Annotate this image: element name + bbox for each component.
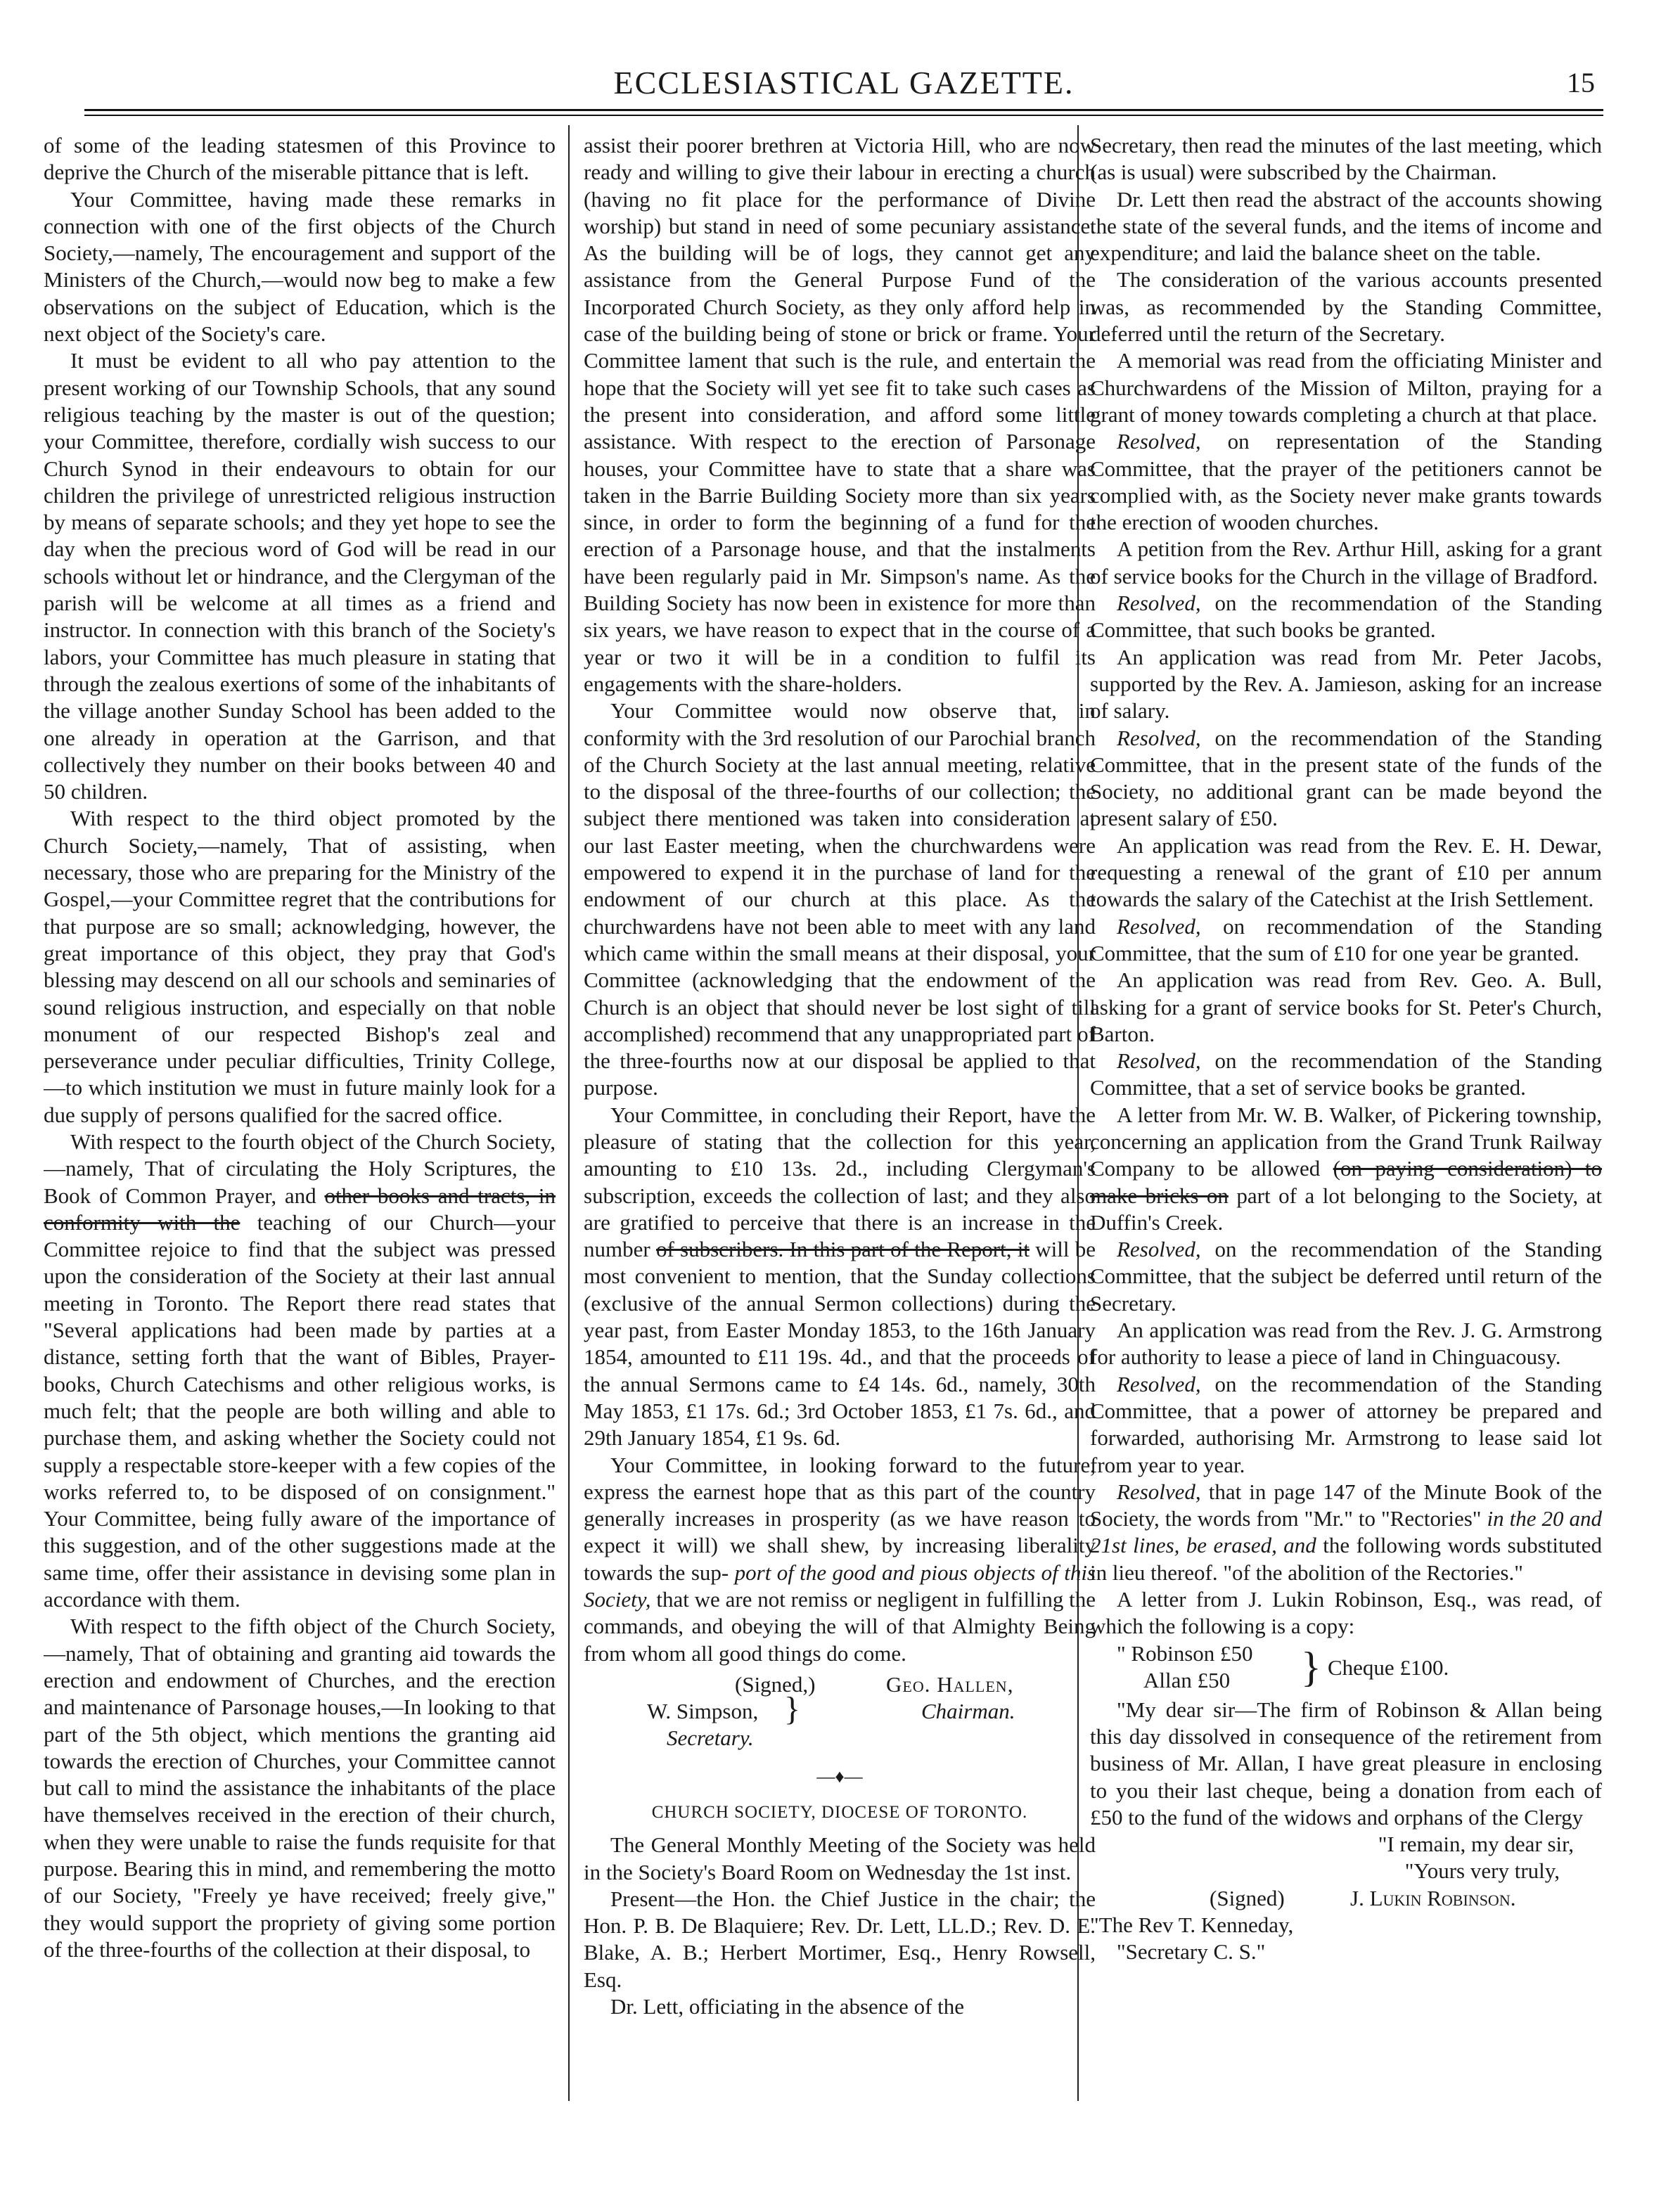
publication-title: ECCLESIASTICAL GAZETTE. <box>613 65 1075 101</box>
paragraph: An application was read from the Rev. E. H. Dewar, requesting a renewal of the grant of £10 per annum towards the salary of the Catechist at the Irish Settlement. <box>1090 833 1602 912</box>
text-run: on the recommendation of the Standing Committee, that a set of service books be granted. <box>1090 1048 1602 1100</box>
text-run: that in page 147 of the Minute Book of the Society, the words from "Mr." to "Rectories" <box>1090 1479 1602 1531</box>
paragraph: A petition from the Rev. Arthur Hill, asking for a grant of service books for the Church in the village of Bradford. <box>1090 536 1602 589</box>
brace-icon: } <box>1301 1643 1321 1690</box>
resolved-label: Resolved, <box>1117 591 1201 616</box>
signed-label: (Signed) <box>1210 1885 1285 1910</box>
chairman-title: Chairman. <box>921 1698 1015 1723</box>
letter-closing: "I remain, my dear sir, <box>1378 1832 1574 1857</box>
paragraph <box>1090 913 1602 968</box>
brace-icon: } <box>784 1690 801 1728</box>
italic-text: in the 20 and 21st lines, be erased, and <box>1090 1506 1602 1558</box>
text-run: With respect to the fourth object of the Church Society,—namely, That of circulating the Holy Scriptures, the Book of Common Prayer, and <box>44 1129 556 1208</box>
text-run: teaching of our Church—your Committee rejoice to find that the subject was pressed upon the consideration of the Society at their last annual meeting in Toronto. The Report there read states that "Several applications had been made by parties at a distance, setting forth that the want of Bibles, Prayer-books, Church Catechisms and other religious works, is much felt; that the people are both willing and able to purchase them, and asking whether the Society could not supply a respectable store-keeper with a few copies of the works referred to, to be disposed of on consignment." Your Committee, being fully aware of the importance of this suggestion, and of the other suggestions made at the same time, offer their assistance in devising some plan in accordance with them. <box>44 1209 556 1612</box>
addressee-line: "The Rev T. Kenneday, <box>1090 1912 1294 1937</box>
resolved-label: Resolved, <box>1117 913 1201 939</box>
signed-label: (Signed,) <box>735 1671 816 1697</box>
paragraph: Your Committee would now observe that, in conformity with the 3rd resolution of our Parochial branch of the Church Society at the last annual meeting, relative to the disposal of the three-fourths of our collection; the subject there mentioned was taken into consideration at our last Easter meeting, when the churchwardens were empowered to expend it in the purchase of land for the endowment of our church at this place. As the churchwardens have not been able to meet with any land which came within the small means at their disposal, your Committee (acknowledging that the endowment of the Church is an object that should never be lost sight of till accomplished) recommend that any unappropriated part of the three-fourths now at our disposal be applied to that purpose. <box>584 698 1096 1100</box>
letter-body: "My dear sir—The firm of Robinson & Allan being this day dissolved in consequence of the retirement from business of Mr. Allan, I have great pleasure in enclosing to you their last cheque, being a donation from each of £50 to the fund of the widows and orphans of the Clergy <box>1090 1697 1602 1830</box>
text-run: on the recommendation of the Standing Committee, that in the present state of the funds of the Society, no additional grant can be made beyond the present salary of £50. <box>1090 725 1602 831</box>
letter-closing: "Yours very truly, <box>1404 1858 1560 1884</box>
cheque-line: Allan £50 <box>1143 1667 1231 1692</box>
paragraph <box>1090 1236 1602 1317</box>
cheque-details <box>1117 1640 1602 1697</box>
resolved-label: Resolved, <box>1117 1371 1201 1396</box>
italic-text: port of the good and pious objects of this Society, <box>584 1560 1096 1612</box>
paragraph <box>1090 1048 1602 1102</box>
paragraph: An application was read from Rev. Geo. A. Bull, asking for a grant of service books for St. Peter's Church, Barton. <box>1090 968 1602 1046</box>
paragraph: The consideration of the various accounts presented was, as recommended by the Standing Committee, deferred until the return of the Secretary. <box>1090 267 1602 347</box>
paragraph: A memorial was read from the officiating Minister and Churchwardens of the Mission of Milton, praying for a grant of money towards completing a church at that place. <box>1090 348 1602 427</box>
section-heading: CHURCH SOCIETY, DIOCESE OF TORONTO. <box>651 1802 1028 1822</box>
paragraph <box>1090 1102 1602 1236</box>
paragraph: Dr. Lett then read the abstract of the accounts showing the state of the several funds, and the items of income and expenditure; and laid the balance sheet on the table. <box>1090 186 1602 266</box>
text-run: on representation of the Standing Committee, that the prayer of the petitioners cannot be complied with, as the Society never make grants towards the erection of wooden churches. <box>1090 429 1602 535</box>
paragraph: With respect to the third object promoted by the Church Society,—namely, That of assisting, when necessary, those who are preparing for the Ministry of the Gospel,—your Committee regret that the contributions for that purpose are so small; acknowledging, however, the great importance of this object, they pray that God's blessing may descend on all our schools and seminaries of sound religious instruction, and especially on that noble monument of our respected Bishop's zeal and perseverance under peculiar difficulties, Trinity College,—to which institution we must in future mainly look for a due supply of persons qualified for the sacred office. <box>44 806 556 1127</box>
column-2 <box>584 132 1096 2094</box>
secretary-name: W. Simpson, <box>647 1698 759 1723</box>
text-run: A letter from Mr. W. B. Walker, of Pickering township, concerning an application from the Grand Trunk Railway Company to be allowed <box>1090 1102 1602 1181</box>
column-3 <box>1090 132 1602 2094</box>
paragraph <box>1090 1479 1602 1586</box>
resolved-label: Resolved, <box>1117 429 1201 454</box>
paragraph: Secretary, then read the minutes of the last meeting, which (as is usual) were subscribed by the Chairman. <box>1090 133 1602 185</box>
struck-text: other books and tracts, in conformity with the <box>44 1183 556 1235</box>
text-run: on the recommendation of the Standing Committee, that such books be granted. <box>1090 591 1602 643</box>
header-rule-bottom <box>84 115 1603 116</box>
paragraph: A letter from J. Lukin Robinson, Esq., was read, of which the following is a copy: <box>1090 1587 1602 1639</box>
paragraph: of some of the leading statesmen of this Province to deprive the Church of the miserable pittance that is left. <box>44 133 556 185</box>
resolved-label: Resolved, <box>1117 1237 1201 1262</box>
column-1 <box>44 132 556 2094</box>
paragraph: Your Committee, having made these remarks in connection with one of the first objects of the Church Society,—namely, The encouragement and support of the Ministers of the Church,—would now beg to make a few observations on the subject of Education, which is the next object of the Society's care. <box>44 186 556 347</box>
cheque-total: Cheque £100. <box>1328 1654 1449 1680</box>
text-run: will be most convenient to mention, that the Sunday collections (exclusive of the annual Sermon collections) during the year past, from Easter Monday 1853, to the 16th January 1854, amounted to £11 19s. 4d., and that the proceeds of the annual Sermons came to £4 14s. 6d., namely, 30th May 1853, £1 17s. 6d.; 3rd October 1853, £1 7s. 6d., and 29th January 1854, £1 9s. 6d. <box>584 1237 1096 1451</box>
secretary-title: Secretary. <box>667 1725 754 1750</box>
text-run: on the recommendation of the Standing Committee, that a power of attorney be prepared and forwarded, authorising Mr. Armstrong to lease said lot from year to year. <box>1090 1371 1602 1477</box>
paragraph: An application was read from the Rev. J. G. Armstrong for authority to lease a piece of land in Chinguacousy. <box>1090 1318 1602 1370</box>
struck-text: (on paying consideration) to make bricks on <box>1090 1156 1602 1208</box>
struck-text: of subscribers. In this part of the Report, it <box>655 1237 1030 1262</box>
paragraph: With respect to the fifth object of the Church Society,—namely, That of obtaining and granting aid towards the erection and endowment of Churches, and the erection and maintenance of Parsonage houses,—In looking to that part of the 5th object, which mentions the granting aid towards the erection of Churches, your Committee cannot but call to mind the assistance the inhabitants of the place have themselves received in the erection of their church, when they were unable to raise the funds requisite for that purpose. Bearing this in mind, and remembering the motto of our Society, "Freely ye have received; freely give," they would support the propriety of giving some portion of the three-fourths of the collection at their disposal, to <box>44 1614 556 1962</box>
resolved-label: Resolved, <box>1117 1048 1201 1074</box>
text-run: Your Committee, in concluding their Report, have the pleasure of stating that the collection for this year, amounting to £10 13s. 2d., including Clergyman's subscription, exceeds the collection of last; and they also are gratified to perceive that there is an increase in the number <box>584 1102 1096 1262</box>
header-rule-top <box>84 109 1603 111</box>
resolved-label: Resolved, <box>1117 725 1201 750</box>
paragraph: Dr. Lett, officiating in the absence of the <box>610 1994 965 2019</box>
paragraph: An application was read from Mr. Peter Jacobs, supported by the Rev. A. Jamieson, asking for an increase of salary. <box>1090 644 1602 724</box>
paragraph: The General Monthly Meeting of the Society was held in the Society's Board Room on Wednesday the 1st inst. <box>584 1832 1096 1884</box>
paragraph <box>584 1102 1096 1452</box>
paragraph <box>1090 428 1602 536</box>
paragraph <box>584 1452 1096 1667</box>
addressee-line: "Secretary C. S." <box>1117 1939 1266 1964</box>
resolved-label: Resolved, <box>1117 1479 1201 1504</box>
letter-signature <box>1090 1885 1602 1912</box>
column-divider-1 <box>568 125 570 2101</box>
paragraph <box>1090 1371 1602 1479</box>
text-run: the following words substituted in lieu thereof. "of the abolition of the Rectories." <box>1090 1533 1602 1585</box>
paragraph: Present—the Hon. the Chief Justice in the chair; the Hon. P. B. De Blaquiere; Rev. Dr. Lett, LL.D.; Rev. D. E. Blake, A. B.; Herbert Mortimer, Esq., Henry Rowsell, Esq. <box>584 1886 1096 1992</box>
cheque-line: " Robinson £50 <box>1117 1640 1253 1666</box>
chairman-name: Geo. Hallen, <box>886 1671 1014 1697</box>
text-run: on the recommendation of the Standing Committee, that the subject be deferred until return of the Secretary. <box>1090 1237 1602 1316</box>
text-run: Your Committee, in looking forward to the future, express the earnest hope that as this part of the country generally increases in prosperity (as we have reason to expect it will) we shall shew, by increasing liberality towards the sup- <box>584 1452 1096 1585</box>
text-run: part of a lot belonging to the Society, at Duffin's Creek. <box>1090 1183 1602 1235</box>
text-run: on recommendation of the Standing Committee, that the sum of £10 for one year be granted. <box>1090 913 1602 965</box>
text-run: that we are not remiss or negligent in fulfilling the commands, and obeying the will of that Almighty Being from whom all good things do come. <box>584 1587 1096 1666</box>
paragraph <box>1090 590 1602 644</box>
page-number: 15 <box>1567 67 1595 98</box>
signer-name: J. Lukin Robinson. <box>1350 1885 1516 1910</box>
paragraph <box>1090 725 1602 833</box>
paragraph <box>44 1129 556 1613</box>
running-head <box>84 62 1603 104</box>
section-ornament: —♦— <box>816 1766 863 1787</box>
paragraph: assist their poorer brethren at Victoria Hill, who are now ready and willing to give their labour in erecting a church (having no fit place for the performance of Divine worship) but stand in need of some pecuniary assistance. As the building will be of logs, they cannot get any assistance from the General Purpose Fund of the Incorporated Church Society, as they only afford help in case of the building being of stone or brick or frame. Your Committee lament that such is the rule, and entertain the hope that the Society will yet see fit to take such cases as the present into consideration, and afford some little assistance. With respect to the erection of Parsonage houses, your Committee have to state that a share was taken in the Barrie Building Society more than six years since, in order to form the beginning of a fund for the erection of a Parsonage house, and that the instalments have been regularly paid in Mr. Simpson's name. As the Building Society has now been in existence for more than six years, we have reason to expect that in the course of a year or two it will be in a condition to fulfil its engagements with the share-holders. <box>584 133 1096 696</box>
paragraph: It must be evident to all who pay attention to the present working of our Township Schools, that any sound religious teaching by the master is out of the question; your Committee, therefore, cordially wish success to our Church Synod in their endeavours to obtain for our children the privilege of unrestricted religious instruction by means of separate schools; and they yet hope to see the day when the precious word of God will be read in our schools without let or hindrance, and the Clergyman of the parish will be welcome at all times as a friend and instructor. In connection with this branch of the Society's labors, your Committee has much pleasure in stating that through the zealous exertions of some of the inhabitants of the village another Sunday School has been added to the one already in operation at the Garrison, and that collectively they number on their books between 40 and 50 children. <box>44 348 556 804</box>
report-signatures <box>584 1671 1096 1761</box>
